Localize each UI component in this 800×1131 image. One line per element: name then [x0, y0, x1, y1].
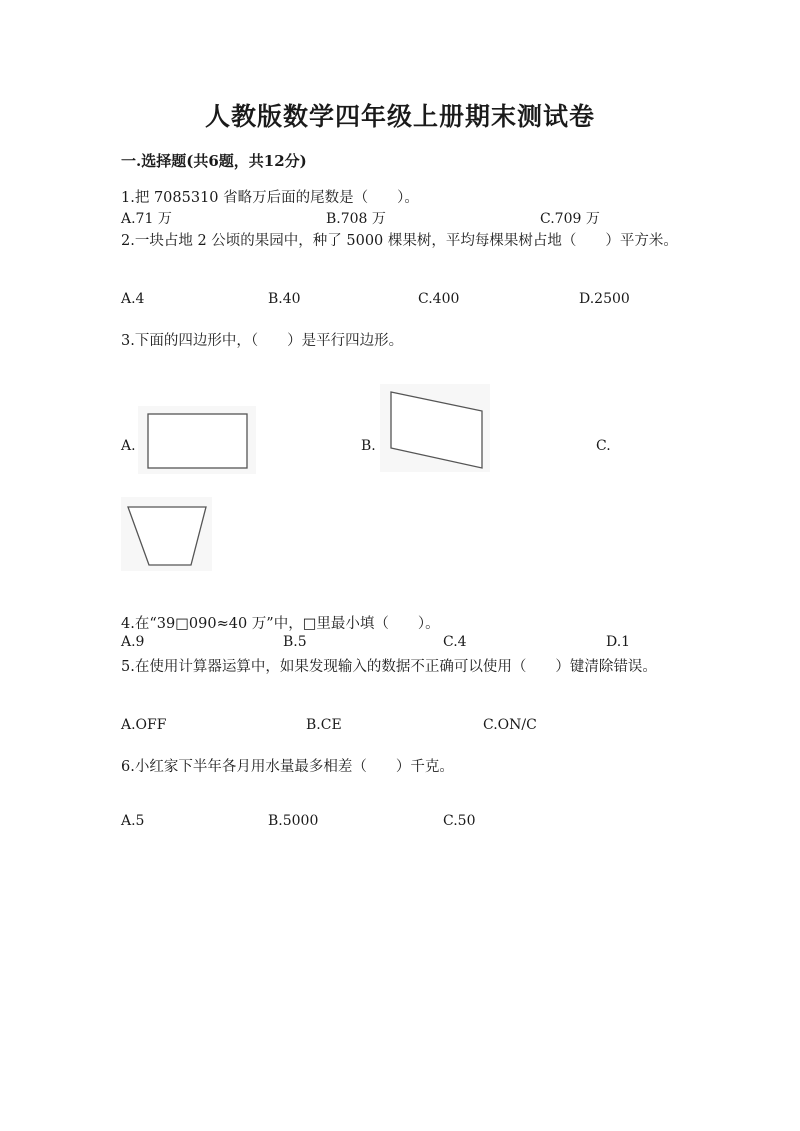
question-3: 3.下面的四边形中，（ ）是平行四边形。 [121, 333, 404, 349]
parallelogram-figure [380, 384, 490, 472]
q2-option-a: A.4 [121, 291, 145, 307]
q2-option-b: B.40 [268, 291, 301, 307]
q5-option-a: A.OFF [121, 717, 167, 733]
q4-option-b: B.5 [283, 634, 307, 650]
q6-option-b: B.5000 [268, 813, 319, 829]
section-heading: 一.选择题(共6题，共12分) [121, 152, 307, 170]
question-1: 1.把 7085310 省略万后面的尾数是（ ）。 [121, 190, 419, 206]
q6-option-a: A.5 [121, 813, 145, 829]
q4-option-c: C.4 [443, 634, 467, 650]
q5-option-c: C.ON/C [483, 717, 537, 733]
q5-option-b: B.CE [306, 717, 342, 733]
question-5: 5.在使用计算器运算中，如果发现输入的数据不正确可以使用（ ）键清除错误。 [121, 659, 657, 675]
q3-option-a: A. [121, 438, 136, 454]
q1-option-b: B.708 万 [326, 211, 386, 227]
question-6: 6.小红家下半年各月用水量最多相差（ ）千克。 [121, 759, 454, 775]
q2-option-d: D.2500 [579, 291, 630, 307]
question-4: 4.在“39□090≈40 万”中，□里最小填（ ）。 [121, 616, 440, 632]
question-2: 2.一块占地 2 公顷的果园中，种了 5000 棵果树，平均每棵果树占地（ ）平方米。 [121, 233, 678, 249]
q4-option-d: D.1 [606, 634, 631, 650]
page-title: 人教版数学四年级上册期末测试卷 [204, 102, 595, 131]
q3-option-b: B. [361, 438, 376, 454]
trapezoid-figure [121, 497, 212, 571]
q1-option-c: C.709 万 [540, 211, 600, 227]
q4-option-a: A.9 [121, 634, 145, 650]
q6-option-c: C.50 [443, 813, 476, 829]
q2-option-c: C.400 [418, 291, 460, 307]
rectangle-figure [138, 406, 256, 474]
q1-option-a: A.71 万 [121, 211, 172, 227]
q3-option-c: C. [596, 438, 611, 454]
